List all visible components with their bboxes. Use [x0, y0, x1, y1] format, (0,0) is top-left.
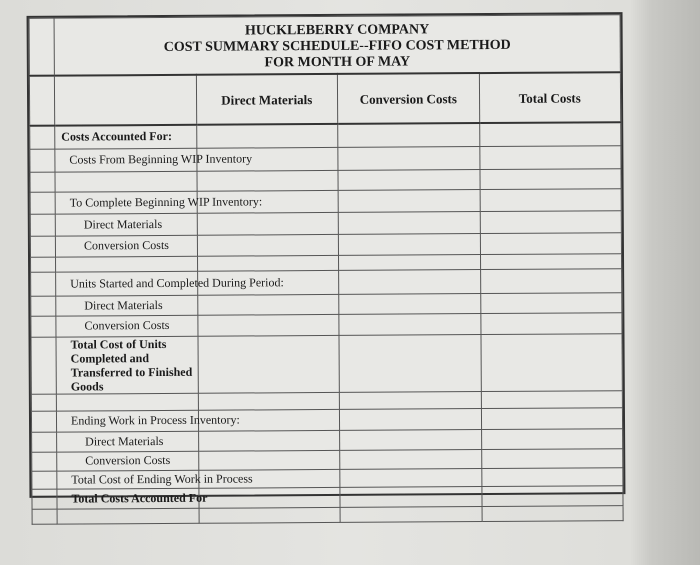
- cell-direct-materials[interactable]: [197, 314, 339, 336]
- row-label: Total Cost of Units Completed and Transferred to Finished Goods: [56, 336, 198, 394]
- row-label: Total Costs Accounted For: [57, 488, 199, 509]
- cost-summary-form: [27, 12, 626, 506]
- cell-direct-materials[interactable]: [196, 124, 338, 148]
- cell-total-costs[interactable]: [479, 145, 621, 169]
- row-label: To Complete Beginning WIP Inventory:: [55, 191, 197, 214]
- cell-conversion-costs[interactable]: [338, 189, 480, 212]
- cell-direct-materials[interactable]: [197, 294, 339, 315]
- cell-conversion-costs[interactable]: [338, 146, 480, 170]
- row-label: [56, 256, 198, 272]
- row-label: Units Started and Completed During Period:: [56, 271, 198, 296]
- cell-total-costs[interactable]: [481, 407, 623, 429]
- cell-conversion-costs[interactable]: [339, 313, 481, 335]
- row-label: Direct Materials: [56, 295, 198, 316]
- row-label: Costs Accounted For:: [55, 125, 197, 149]
- cell-total-costs[interactable]: [481, 390, 623, 408]
- cell-conversion-costs[interactable]: [340, 468, 482, 487]
- cell-direct-materials[interactable]: [197, 335, 339, 393]
- row-label: Conversion Costs: [56, 315, 198, 337]
- cell-direct-materials[interactable]: [198, 392, 340, 410]
- row-label: Direct Materials: [57, 431, 199, 452]
- cell-direct-materials[interactable]: [197, 234, 339, 256]
- table-row: [32, 505, 623, 524]
- cell-direct-materials[interactable]: [198, 487, 340, 508]
- cell-direct-materials[interactable]: [196, 170, 338, 191]
- cell-direct-materials[interactable]: [197, 212, 339, 235]
- cell-total-costs[interactable]: [480, 268, 622, 293]
- table-row: [31, 333, 622, 394]
- cell-total-costs[interactable]: [481, 428, 623, 449]
- cell-conversion-costs[interactable]: [338, 254, 480, 270]
- cell-total-costs[interactable]: [481, 467, 623, 486]
- cell-direct-materials[interactable]: [199, 507, 341, 523]
- cell-conversion-costs[interactable]: [339, 334, 481, 392]
- cell-total-costs[interactable]: [480, 232, 622, 254]
- col-direct-materials: Direct Materials: [196, 74, 338, 125]
- cell-conversion-costs[interactable]: [340, 486, 482, 507]
- row-label: Total Cost of Ending Work in Process: [57, 470, 199, 489]
- cell-conversion-costs[interactable]: [339, 269, 481, 294]
- col-total-costs: Total Costs: [479, 72, 621, 123]
- cell-conversion-costs[interactable]: [338, 233, 480, 255]
- row-label: [57, 508, 199, 524]
- row-label: Conversion Costs: [57, 451, 199, 471]
- cell-conversion-costs[interactable]: [338, 211, 480, 234]
- row-label: [56, 393, 198, 411]
- cell-conversion-costs[interactable]: [339, 391, 481, 409]
- schedule-title: COST SUMMARY SCHEDULE--FIFO COST METHOD: [163, 37, 511, 55]
- row-label: Direct Materials: [55, 213, 197, 236]
- title-row: [29, 15, 620, 76]
- cell-conversion-costs[interactable]: [340, 429, 482, 450]
- cost-summary-table: [29, 14, 624, 524]
- cell-conversion-costs[interactable]: [339, 293, 481, 314]
- cell-total-costs[interactable]: [480, 188, 622, 211]
- cell-total-costs[interactable]: [480, 333, 622, 391]
- cell-conversion-costs[interactable]: [338, 123, 480, 147]
- cell-direct-materials[interactable]: [198, 450, 340, 470]
- cell-total-costs[interactable]: [480, 292, 622, 313]
- cell-total-costs[interactable]: [482, 505, 624, 521]
- cell-conversion-costs[interactable]: [340, 449, 482, 469]
- cell-total-costs[interactable]: [479, 168, 621, 189]
- cell-total-costs[interactable]: [480, 253, 622, 269]
- cell-conversion-costs[interactable]: [340, 506, 482, 522]
- cell-direct-materials[interactable]: [198, 430, 340, 451]
- cell-conversion-costs[interactable]: [338, 169, 480, 190]
- period: FOR MONTH OF MAY: [264, 54, 411, 71]
- cell-total-costs[interactable]: [481, 448, 623, 468]
- cell-total-costs[interactable]: [480, 210, 622, 233]
- row-label: Costs From Beginning WIP Inventory: [55, 148, 197, 172]
- cell-conversion-costs[interactable]: [339, 408, 481, 430]
- form-title: [54, 15, 620, 76]
- cell-total-costs[interactable]: [479, 122, 621, 146]
- col-conversion-costs: Conversion Costs: [337, 73, 479, 124]
- row-label: [55, 171, 197, 192]
- cell-direct-materials[interactable]: [197, 255, 339, 271]
- table-row: [31, 268, 622, 296]
- cell-total-costs[interactable]: [480, 312, 622, 334]
- row-label: Ending Work in Process Inventory:: [56, 410, 198, 432]
- row-label: Conversion Costs: [55, 235, 197, 257]
- company-name: HUCKLEBERRY COMPANY: [244, 22, 430, 39]
- cell-total-costs[interactable]: [481, 485, 623, 506]
- header-row: [29, 72, 620, 126]
